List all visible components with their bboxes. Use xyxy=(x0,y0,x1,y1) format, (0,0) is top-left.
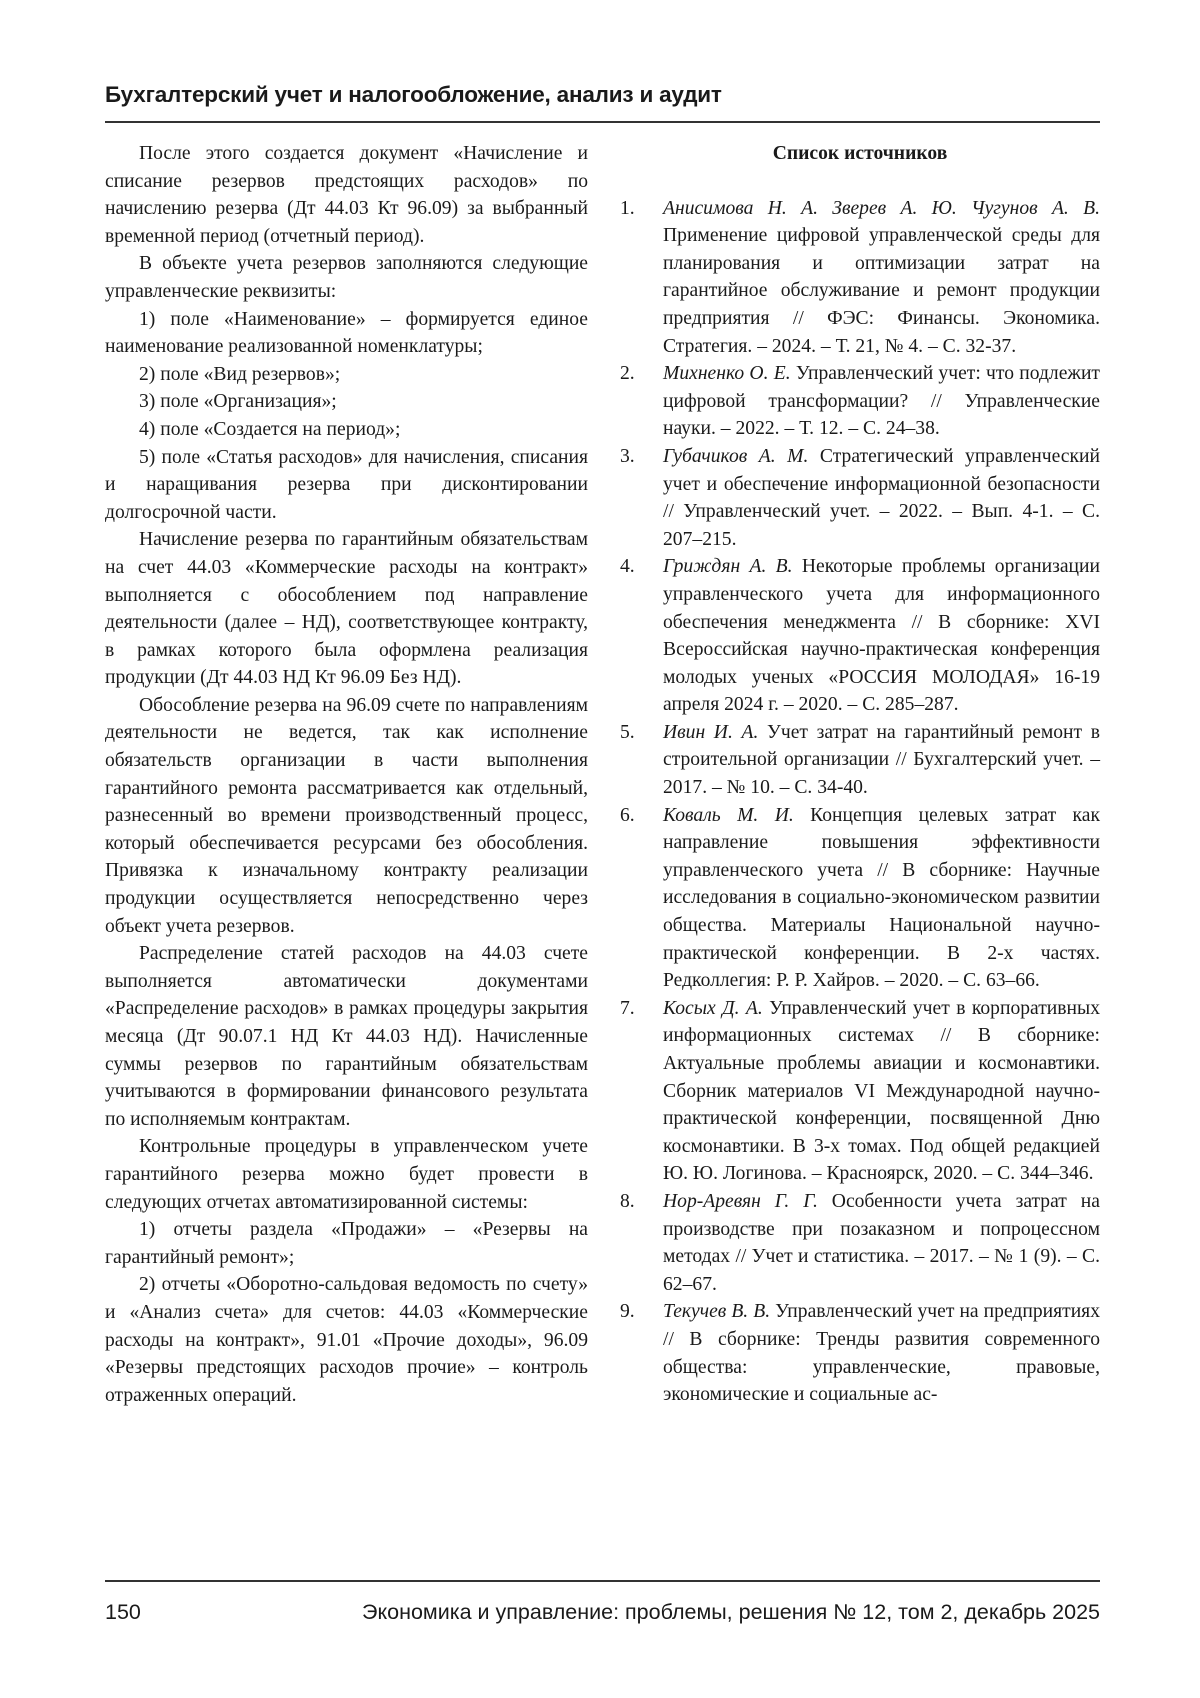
reference-authors: Ивин И. А. xyxy=(663,722,758,743)
reference-item xyxy=(620,553,1100,719)
reference-authors: Анисимова Н. А. Зверев А. Ю. Чугунов А. В. xyxy=(663,198,1100,219)
reference-text: Управленческий учет в корпоративных информационных системах // В сборнике: Актуальные проблемы авиации и космонавтики. Сборник материалов VI Международной научно-практической конференции, посвященной Дню космонавтики. В 3-х томах. Под общей редакцией Ю. Ю. Логинова. – Красноярск, 2020. – С. 344–346. xyxy=(663,998,1100,1185)
running-header: Бухгалтерский учет и налогообложение, анализ и аудит xyxy=(105,82,722,108)
reference-text: Некоторые проблемы организации управленческого учета для информационного обеспечения менеджмента // В сборнике: XVI Всероссийская научно-практическая конференция молодых ученых «РОССИЯ МОЛОДАЯ» 16-19 апреля 2024 г. – 2020. – С. 285–287. xyxy=(663,556,1100,715)
reference-number: 3. xyxy=(620,443,635,471)
reference-authors: Гриждян А. В. xyxy=(663,556,793,577)
references-title: Список источников xyxy=(620,140,1100,168)
reference-number: 7. xyxy=(620,995,635,1023)
journal-title: Экономика и управление: проблемы, решения № 12, том 2, декабрь 2025 xyxy=(362,1600,1100,1625)
reference-item xyxy=(620,443,1100,553)
reference-authors: Нор-Аревян Г. Г. xyxy=(663,1191,818,1212)
reference-authors: Косых Д. А. xyxy=(663,998,763,1019)
paragraph: Начисление резерва по гарантийным обязательствам на счет 44.03 «Коммерческие расходы на контракт» выполняется с обособлением под направление деятельности (далее – НД), соответствующее контракту, в рамках которого была оформлена реализация продукции (Дт 44.03 НД Кт 96.09 Без НД). xyxy=(105,526,588,692)
reference-number: 6. xyxy=(620,802,635,830)
reference-text: Особенности учета затрат на производстве при позаказном и попроцессном методах // Учет и статистика. – 2017. – № 1 (9). – С. 62–67. xyxy=(663,1191,1100,1295)
reference-item xyxy=(620,1188,1100,1298)
paragraph: Обособление резерва на 96.09 счете по направлениям деятельности не ведется, так как исполнение обязательств организации в части выполнения гарантийного ремонта рассматривается как отдельный, разнесенный во времени производственный процесс, который обеспечивается ресурсами без обособления. Привязка к изначальному контракту реализации продукции осуществляется непосредственно через объект учета резервов. xyxy=(105,692,588,940)
reference-authors: Михненко О. Е. xyxy=(663,363,791,384)
reference-authors: Губачиков А. М. xyxy=(663,446,808,467)
footer-rule xyxy=(105,1580,1100,1582)
reference-number: 8. xyxy=(620,1188,635,1216)
reference-text: Применение цифровой управленческой среды для планирования и оптимизации затрат на гарантийное обслуживание и ремонт продукции предприятия // ФЭС: Финансы. Экономика. Стратегия. – 2024. – Т. 21, № 4. – С. 32-37. xyxy=(663,225,1100,356)
reference-authors: Текучев В. В. xyxy=(663,1301,770,1322)
paragraph: Распределение статей расходов на 44.03 счете выполняется автоматически документами «Распределение расходов» в рамках процедуры закрытия месяца (Дт 90.07.1 НД Кт 44.03 НД). Начисленные суммы резервов по гарантийным обязательствам учитываются в формировании финансового результата по исполняемым контрактам. xyxy=(105,940,588,1133)
list-item: 4) поле «Создается на период»; xyxy=(105,416,588,444)
list-item: 1) поле «Наименование» – формируется единое наименование реализованной номенклатуры; xyxy=(105,306,588,361)
reference-text: Стратегический управленческий учет и обеспечение информационной безопасности // Управленческий учет. – 2022. – Вып. 4-1. – С. 207–215. xyxy=(663,446,1100,550)
reference-item xyxy=(620,1298,1100,1408)
reference-number: 2. xyxy=(620,360,635,388)
references-column xyxy=(620,140,1100,1409)
reference-number: 9. xyxy=(620,1298,635,1326)
reference-item xyxy=(620,195,1100,361)
page-number: 150 xyxy=(105,1600,141,1625)
reference-authors: Коваль М. И. xyxy=(663,805,794,826)
reference-number: 5. xyxy=(620,719,635,747)
reference-item xyxy=(620,360,1100,443)
reference-number: 1. xyxy=(620,195,635,223)
paragraph: После этого создается документ «Начисление и списание резервов предстоящих расходов» по начислению резерва (Дт 44.03 Кт 96.09) за выбранный временной период (отчетный период). xyxy=(105,140,588,250)
reference-text: Учет затрат на гарантийный ремонт в строительной организации // Бухгалтерский учет. – 2017. – № 10. – С. 34-40. xyxy=(663,722,1100,798)
reference-number: 4. xyxy=(620,553,635,581)
list-item: 1) отчеты раздела «Продажи» – «Резервы на гарантийный ремонт»; xyxy=(105,1216,588,1271)
left-column xyxy=(105,140,588,1409)
reference-text: Управленческий учет: что подлежит цифровой трансформации? // Управленческие науки. – 2022. – Т. 12. – С. 24–38. xyxy=(663,363,1100,439)
list-item: 2) отчеты «Оборотно-сальдовая ведомость по счету» и «Анализ счета» для счетов: 44.03 «Коммерческие расходы на контракт», 91.01 «Прочие доходы», 96.09 «Резервы предстоящих расходов прочие» – контроль отраженных операций. xyxy=(105,1271,588,1409)
reference-text: Управленческий учет на предприятиях // В сборнике: Тренды развития современного общества: управленческие, правовые, экономические и социальные ас- xyxy=(663,1301,1100,1405)
reference-item xyxy=(620,802,1100,995)
reference-item xyxy=(620,995,1100,1188)
list-item: 2) поле «Вид резервов»; xyxy=(105,361,588,389)
list-item: 3) поле «Организация»; xyxy=(105,388,588,416)
header-rule xyxy=(105,121,1100,123)
paragraph: В объекте учета резервов заполняются следующие управленческие реквизиты: xyxy=(105,250,588,305)
paragraph: Контрольные процедуры в управленческом учете гарантийного резерва можно будет провести в следующих отчетах автоматизированной системы: xyxy=(105,1133,588,1216)
reference-text: Концепция целевых затрат как направление повышения эффективности управленческого учета // В сборнике: Научные исследования в социально-экономическом развитии общества. Материалы Национальной научно-практической конференции. В 2-х частях. Редколлегия: Р. Р. Хайров. – 2020. – С. 63–66. xyxy=(663,805,1100,992)
list-item: 5) поле «Статья расходов» для начисления, списания и наращивания резерва при дисконтировании долгосрочной части. xyxy=(105,444,588,527)
reference-item xyxy=(620,719,1100,802)
